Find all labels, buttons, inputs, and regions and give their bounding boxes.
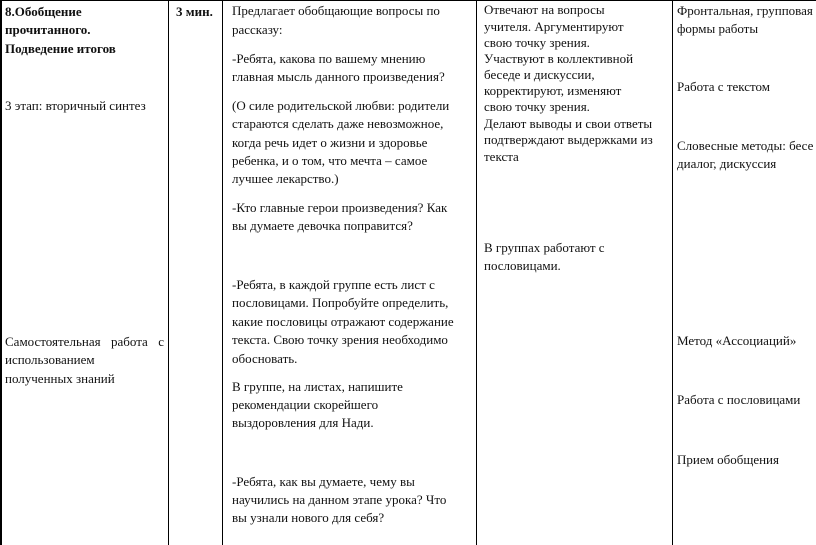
independent-work-line-2: использованием [5,352,95,367]
teacher-line: ребенка, и о том, что мечта – самое [232,153,428,168]
independent-work-line-1: Самостоятельная работа с [5,334,164,349]
teacher-line: В группе, на листах, напишите [232,379,403,394]
method-line: диалог, дискуссия [677,156,777,171]
method-line: формы работы [677,21,759,36]
teacher-line: какие пословицы отражают содержание [232,314,454,329]
student-line: пословицами. [484,258,561,273]
method-line: Прием обобщения [677,452,779,467]
teacher-line: -Ребята, как вы думаете, чему вы [232,474,415,489]
student-line: подтверждают выдержками из [484,132,653,147]
stage-3-label: 3 этап: вторичный синтез [5,98,146,113]
stage-title-line-3: Подведение итогов [5,41,116,56]
table-left-border [0,0,2,545]
teacher-line: -Ребята, какова по вашему мнению [232,51,426,66]
student-line: беседе и дискуссии, [484,67,595,82]
stage-title-line-2: прочитанного. [5,22,91,37]
column-divider-4 [672,0,673,545]
teacher-line: рассказу: [232,22,283,37]
column-divider-2 [222,0,223,545]
teacher-line: текста. Свою точку зрения необходимо [232,332,448,347]
stage-title-line-1: 8.Обобщение [5,4,82,19]
column-divider-3 [476,0,477,545]
teacher-line: вы узнали нового для себя? [232,510,385,525]
student-line: Участвуют в коллективной [484,51,634,66]
independent-work-line-3: полученных знаний [5,371,115,386]
teacher-line: научились на данном этапе урока? Что [232,492,447,507]
method-line: Фронтальная, групповая [677,3,813,18]
teacher-line: Предлагает обобщающие вопросы по [232,3,440,18]
time-value: 3 мин. [176,4,213,19]
teacher-line: когда речь идет о жизни и здоровье [232,135,428,150]
student-line: текста [484,149,519,164]
teacher-line: стараются сделать даже невозможное, [232,116,444,131]
teacher-line: обосновать. [232,351,298,366]
teacher-line: пословицами. Попробуйте определить, [232,295,449,310]
student-line: учителя. Аргументируют [484,19,624,34]
method-line: Работа с текстом [677,79,771,94]
teacher-line: -Ребята, в каждой группе есть лист с [232,277,435,292]
teacher-line: вы думаете девочка поправится? [232,218,413,233]
student-line: Отвечают на вопросы [484,2,605,17]
teacher-line: -Кто главные герои произведения? Как [232,200,448,215]
column-divider-1 [168,0,169,545]
teacher-line: лучшее лекарство.) [232,171,339,186]
student-line: В группах работают с [484,240,605,255]
teacher-line: (О силе родительской любви: родители [232,98,450,113]
student-line: свою точку зрения. [484,99,590,114]
methods-cell [677,0,816,545]
teacher-line: рекомендации скорейшего [232,397,379,412]
method-line: Метод «Ассоциаций» [677,333,797,348]
student-line: Делают выводы и свои ответы [484,116,653,131]
method-line: Словесные методы: бесе [677,138,814,153]
teacher-line: главная мысль данного произведения? [232,69,445,84]
student-line: свою точку зрения. [484,35,590,50]
teacher-line: выздоровления для Нади. [232,415,374,430]
student-line: корректируют, изменяют [484,83,622,98]
method-line: Работа с пословицами [677,392,801,407]
